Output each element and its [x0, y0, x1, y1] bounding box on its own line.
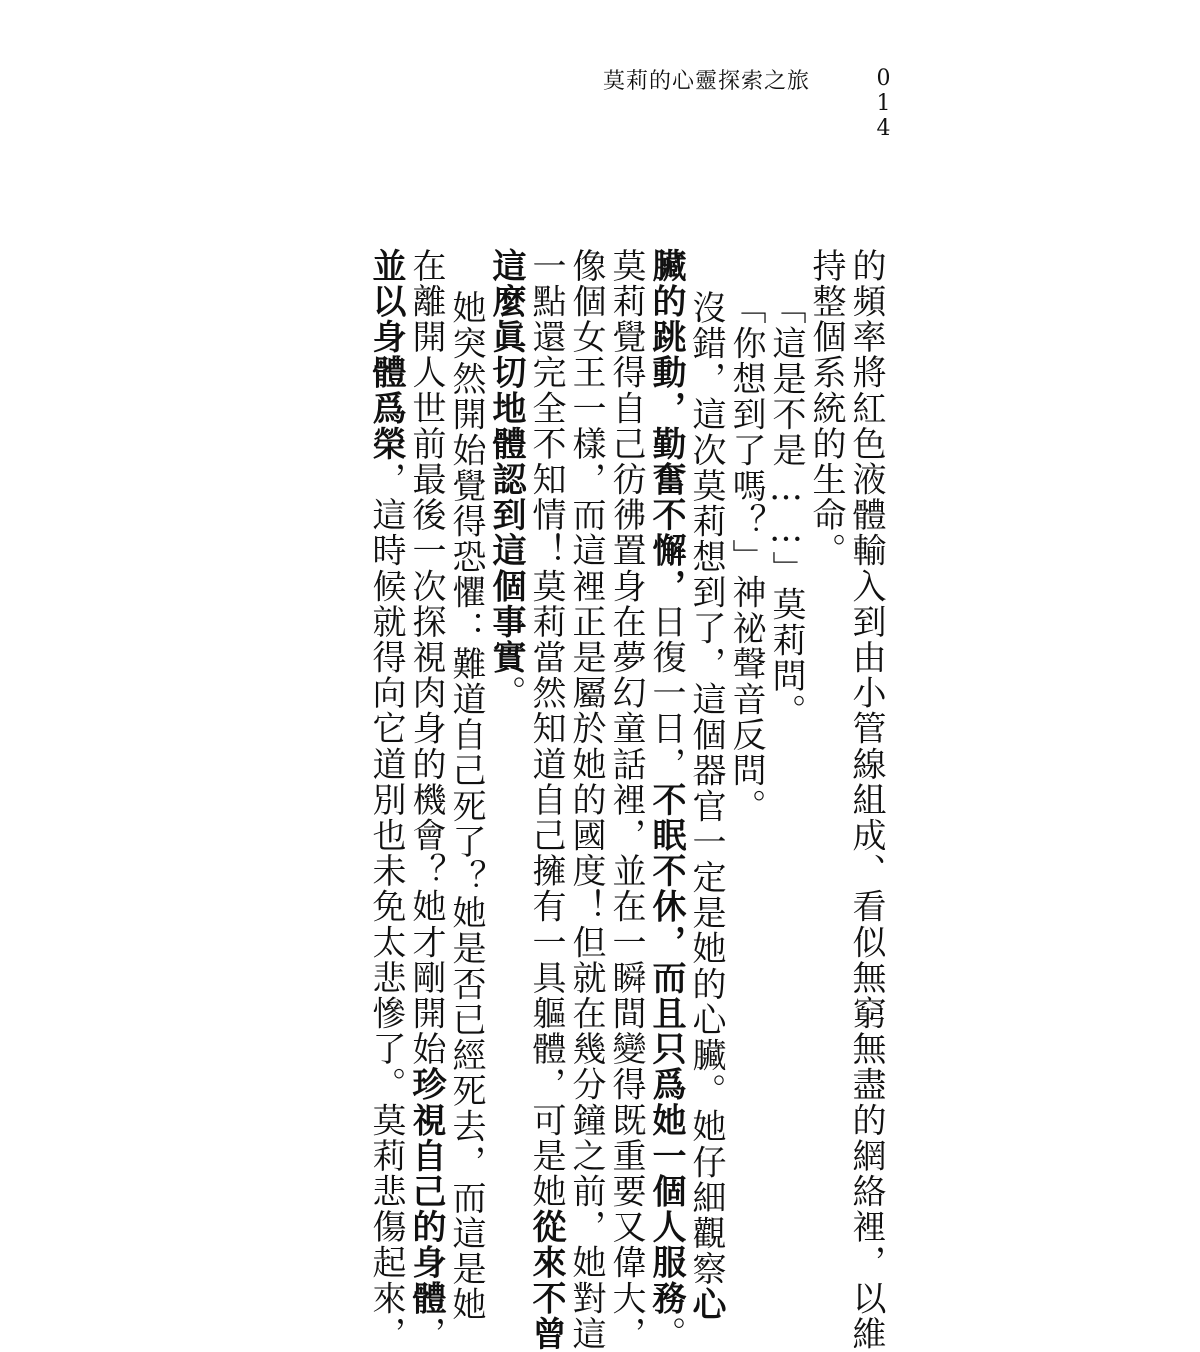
text-column: [686, 290, 726, 1322]
text-column: [446, 290, 486, 1322]
line-text: 在離開人世前最後一次探視肉身的機會？她才剛開始: [406, 248, 446, 1067]
line-text: 「這是不是……」莫莉問。: [766, 290, 806, 730]
line-text: 她突然開始覺得恐懼：難道自己死了？她是否已經死去，而這是她: [446, 290, 486, 1323]
line-text: 「你想到了嗎？」神祕聲音反問。: [726, 290, 766, 824]
text-column: [766, 290, 806, 729]
text-column: [646, 248, 686, 1352]
text-column: [566, 248, 606, 1352]
bold-text: 心: [686, 1286, 726, 1323]
bold-text: 珍視自己的身體: [406, 1066, 446, 1317]
text-column: [726, 290, 766, 824]
line-text: 沒錯，這次莫莉想到了，這個器官一定是她的心臟。她仔細觀察: [686, 290, 726, 1287]
line-text: 像個女王一樣，而這裡正是屬於她的國度！但就在幾分鐘之前，她對這: [566, 248, 606, 1352]
running-header-title: 莫莉的心靈探索之旅: [602, 69, 810, 94]
bold-text: 不眠不休，而且只爲她一個人服務: [646, 782, 686, 1316]
text-column: [606, 248, 646, 1352]
line-text: 日復一日，: [646, 604, 686, 782]
line-text: 持整個系統的生命。: [806, 248, 846, 569]
bold-text: 並以身體爲榮: [366, 248, 406, 462]
line-text: 一點還完全不知情！莫莉當然知道自己擁有一具軀體，可是她: [526, 248, 566, 1210]
page-number: 014: [871, 66, 896, 141]
bold-text: 從來不曾: [526, 1209, 566, 1352]
line-text: 的頻率將紅色液體輸入到由小管線組成、看似無窮無盡的網絡裡，以維: [846, 248, 886, 1352]
line-text: ，這時候就得向它道別也未免太悲慘了。莫莉悲傷起來，: [366, 461, 406, 1352]
line-text: ，: [406, 1316, 446, 1352]
text-column: [846, 248, 886, 1352]
text-column: [486, 248, 526, 711]
bold-text: 臟的跳動，勤奮不懈，: [646, 248, 686, 604]
text-column: [366, 248, 406, 1352]
text-column: [806, 248, 846, 568]
line-text: 。: [486, 675, 526, 711]
line-text: 莫莉覺得自己彷彿置身在夢幻童話裡，並在一瞬間變得既重要又偉大，: [606, 248, 646, 1352]
bold-text: 這麼眞切地體認到這個事實: [486, 248, 526, 676]
line-text: 。: [646, 1316, 686, 1352]
text-column: [526, 248, 566, 1352]
text-column: [406, 248, 446, 1352]
